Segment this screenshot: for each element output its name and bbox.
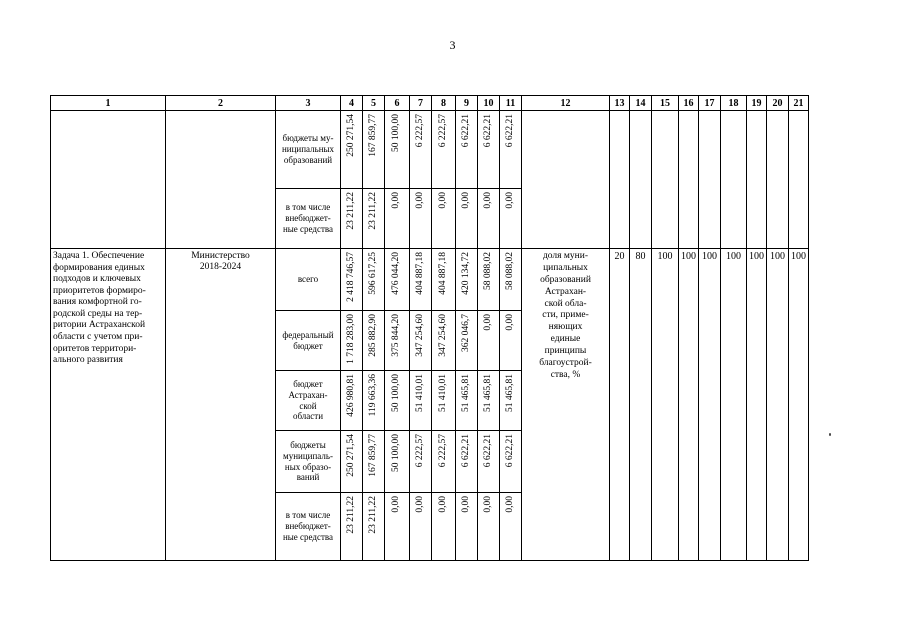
amount-cell <box>478 189 500 249</box>
indicator-text: доля муни- <box>542 251 589 261</box>
amount-value: 167 859,77 <box>367 114 378 157</box>
amount-value: 119 663,36 <box>367 374 378 417</box>
indicator-value-empty <box>767 111 789 249</box>
indicator-value-empty <box>721 111 747 249</box>
indicator-text: единые <box>550 334 581 345</box>
source-label: бюджеты му- <box>282 133 334 144</box>
source-label: внебюджет- <box>285 213 331 224</box>
amount-value: 0,00 <box>414 496 425 513</box>
column-number-header: 2 <box>166 96 276 111</box>
amount-value: 347 254,60 <box>414 314 425 357</box>
indicator-text: няющих <box>548 322 583 333</box>
amount-value: 426 980,81 <box>345 374 356 417</box>
source-label: ской <box>299 400 317 411</box>
column-number-header: 4 <box>341 96 363 111</box>
amount-cell <box>410 493 432 561</box>
amount-cell <box>341 493 363 561</box>
indicator-value-cell: 80 <box>630 249 652 561</box>
indicator-text: сти, приме- <box>542 310 589 321</box>
task-description: области с учетом при- <box>53 332 143 343</box>
amount-cell <box>500 431 522 493</box>
amount-cell <box>500 311 522 371</box>
amount-value: 420 134,72 <box>460 252 471 295</box>
indicator-text: ской обла- <box>544 298 587 309</box>
amount-cell <box>385 189 410 249</box>
funding-table <box>50 95 809 561</box>
amount-value: 23 211,22 <box>367 192 378 230</box>
task-description: формирования единых <box>53 262 145 273</box>
amount-cell <box>385 431 410 493</box>
amount-value: 23 211,22 <box>345 192 356 230</box>
amount-cell <box>363 111 385 189</box>
column-number-header: 18 <box>721 96 747 111</box>
indicator-text: ства, % <box>550 369 581 380</box>
amount-value: 0,00 <box>504 314 515 331</box>
amount-value: 50 100,00 <box>391 434 402 472</box>
amount-cell <box>478 371 500 431</box>
amount-value: 347 254,60 <box>437 314 448 357</box>
amount-cell <box>410 111 432 189</box>
indicator-value-empty <box>652 111 679 249</box>
amount-cell <box>500 371 522 431</box>
column-number-header: 3 <box>276 96 341 111</box>
amount-value: 404 887,18 <box>414 252 425 295</box>
amount-value: 250 271,54 <box>345 114 356 157</box>
amount-cell <box>432 249 456 311</box>
source-label: ваний <box>296 472 320 483</box>
page-number: 3 <box>449 38 456 52</box>
indicator-value-empty <box>610 111 630 249</box>
amount-cell <box>456 189 478 249</box>
amount-cell <box>410 189 432 249</box>
amount-value: 50 100,00 <box>391 374 402 412</box>
amount-cell <box>432 493 456 561</box>
amount-cell <box>432 111 456 189</box>
amount-value: 58 088,02 <box>482 252 493 290</box>
amount-cell <box>456 371 478 431</box>
amount-cell <box>478 311 500 371</box>
source-label: Астрахан- <box>288 389 328 400</box>
scan-speck <box>829 433 831 436</box>
column-number-header: 17 <box>699 96 721 111</box>
amount-cell <box>456 311 478 371</box>
indicator-value-cell: 100 <box>789 249 809 561</box>
amount-cell <box>341 371 363 431</box>
amount-value: 0,00 <box>504 496 515 513</box>
source-label: всего <box>297 274 319 285</box>
amount-cell <box>385 311 410 371</box>
source-label: ные средства <box>282 223 334 234</box>
task-description: подходов и ключевых <box>53 274 141 285</box>
amount-value: 6 222,57 <box>414 114 425 148</box>
task-cell-empty <box>51 111 166 249</box>
indicator-value-cell: 100 <box>699 249 721 561</box>
amount-value: 51 465,81 <box>460 374 471 412</box>
column-number-header: 20 <box>767 96 789 111</box>
amount-value: 0,00 <box>391 192 402 209</box>
source-label: в том числе <box>285 202 331 213</box>
responsible-text: Министерство <box>191 251 250 261</box>
amount-cell <box>410 371 432 431</box>
amount-cell <box>363 249 385 311</box>
amount-value: 0,00 <box>482 496 493 513</box>
task-description: оритетов территори- <box>53 343 137 354</box>
task-description: Задача 1. Обеспечение <box>53 251 145 261</box>
amount-value: 0,00 <box>460 496 471 513</box>
source-label: в том числе <box>285 510 331 521</box>
amount-cell <box>478 431 500 493</box>
amount-value: 404 887,18 <box>437 252 448 295</box>
column-number-header: 11 <box>500 96 522 111</box>
amount-cell <box>500 249 522 311</box>
source-label-cell <box>276 249 341 311</box>
column-number-header: 9 <box>456 96 478 111</box>
amount-cell <box>385 249 410 311</box>
amount-cell <box>478 249 500 311</box>
source-label: федеральный <box>282 329 334 340</box>
amount-cell <box>341 189 363 249</box>
task-description: родской среды на тер- <box>53 308 143 319</box>
amount-value: 0,00 <box>391 496 402 513</box>
source-label-cell <box>276 311 341 371</box>
amount-value: 0,00 <box>460 192 471 209</box>
amount-value: 6 622,21 <box>504 114 515 148</box>
source-label: бюджет <box>293 340 323 351</box>
column-number-header: 10 <box>478 96 500 111</box>
column-number-header: 16 <box>679 96 699 111</box>
amount-value: 51 410,01 <box>437 374 448 412</box>
column-number-header: 14 <box>630 96 652 111</box>
amount-value: 362 046,7 <box>460 314 471 352</box>
amount-value: 51 465,81 <box>504 374 515 412</box>
source-label: образований <box>283 154 333 165</box>
amount-value: 596 617,25 <box>367 252 378 295</box>
amount-cell <box>363 311 385 371</box>
amount-cell <box>341 431 363 493</box>
column-number-header: 19 <box>747 96 767 111</box>
amount-cell <box>363 431 385 493</box>
task-description-cell <box>51 249 166 561</box>
amount-value: 6 222,57 <box>437 114 448 148</box>
source-label-cell <box>276 493 341 561</box>
amount-value: 58 088,02 <box>504 252 515 290</box>
source-label-cell <box>276 189 341 249</box>
amount-value: 51 465,81 <box>482 374 493 412</box>
responsible-cell-empty <box>166 111 276 249</box>
indicator-value-cell: 100 <box>767 249 789 561</box>
amount-cell <box>385 371 410 431</box>
source-label-cell <box>276 371 341 431</box>
amount-cell <box>363 371 385 431</box>
amount-cell <box>478 493 500 561</box>
amount-value: 6 222,57 <box>437 434 448 468</box>
amount-value: 6 622,21 <box>460 114 471 148</box>
amount-value: 23 211,22 <box>367 496 378 534</box>
source-label: ниципальных <box>281 144 335 155</box>
source-label-cell <box>276 431 341 493</box>
amount-cell <box>500 189 522 249</box>
amount-value: 0,00 <box>482 314 493 331</box>
amount-value: 476 044,20 <box>391 252 402 295</box>
amount-value: 6 222,57 <box>414 434 425 468</box>
amount-value: 375 844,20 <box>391 314 402 357</box>
amount-cell <box>456 493 478 561</box>
amount-value: 51 410,01 <box>414 374 425 412</box>
indicator-value-cell: 100 <box>679 249 699 561</box>
indicator-text: Астрахан- <box>544 286 587 297</box>
indicator-value-empty <box>747 111 767 249</box>
source-label: бюджеты <box>290 439 326 450</box>
indicator-text: принципы <box>544 346 587 356</box>
amount-cell <box>410 249 432 311</box>
column-number-header: 21 <box>789 96 809 111</box>
amount-cell <box>500 493 522 561</box>
table-row <box>51 249 809 311</box>
amount-cell <box>385 493 410 561</box>
indicator-value-cell: 100 <box>721 249 747 561</box>
amount-value: 285 882,90 <box>367 314 378 357</box>
column-number-header: 7 <box>410 96 432 111</box>
amount-cell <box>500 111 522 189</box>
amount-value: 23 211,22 <box>345 496 356 534</box>
task-description: ального развития <box>53 355 123 366</box>
amount-cell <box>341 311 363 371</box>
source-label: внебюджет- <box>285 521 331 532</box>
amount-cell <box>432 311 456 371</box>
amount-cell <box>410 431 432 493</box>
amount-cell <box>363 189 385 249</box>
amount-value: 167 859,77 <box>367 434 378 477</box>
column-number-header: 12 <box>522 96 610 111</box>
task-description: ритории Астраханской <box>53 320 146 331</box>
indicator-text: образований <box>540 274 591 285</box>
responsible-text: 2018-2024 <box>199 262 242 273</box>
indicator-text: ципальных <box>543 262 588 273</box>
amount-cell <box>363 493 385 561</box>
indicator-value-empty <box>789 111 809 249</box>
amount-cell <box>456 431 478 493</box>
source-label: области <box>292 411 324 422</box>
amount-value: 6 622,21 <box>482 434 493 468</box>
indicator-text: благоустрой- <box>539 357 592 368</box>
amount-cell <box>432 371 456 431</box>
amount-value: 0,00 <box>437 496 448 513</box>
amount-cell <box>456 111 478 189</box>
amount-value: 6 622,21 <box>482 114 493 148</box>
column-number-header: 6 <box>385 96 410 111</box>
amount-cell <box>478 111 500 189</box>
indicator-value-empty <box>679 111 699 249</box>
source-label: ных образо- <box>284 461 332 472</box>
column-number-header: 8 <box>432 96 456 111</box>
indicator-value-empty <box>630 111 652 249</box>
table-row <box>51 111 809 189</box>
amount-cell <box>456 249 478 311</box>
source-label: ные средства <box>282 531 334 542</box>
amount-cell <box>432 189 456 249</box>
amount-value: 2 418 746,57 <box>345 252 356 302</box>
indicator-value-cell: 100 <box>747 249 767 561</box>
amount-value: 0,00 <box>482 192 493 209</box>
source-label-cell <box>276 111 341 189</box>
amount-value: 0,00 <box>414 192 425 209</box>
responsible-cell <box>166 249 276 561</box>
indicator-value-cell: 100 <box>652 249 679 561</box>
amount-cell <box>432 431 456 493</box>
column-number-header: 1 <box>51 96 166 111</box>
amount-value: 6 622,21 <box>504 434 515 468</box>
source-label: бюджет <box>293 378 323 389</box>
column-number-header: 5 <box>363 96 385 111</box>
source-label: муниципаль- <box>283 450 333 461</box>
task-description: вания комфортной го- <box>53 297 142 308</box>
indicator-value-empty <box>699 111 721 249</box>
amount-value: 50 100,00 <box>391 114 402 152</box>
indicator-cell-empty <box>522 111 610 249</box>
amount-value: 1 718 283,00 <box>345 314 356 364</box>
amount-cell <box>341 249 363 311</box>
amount-cell <box>341 111 363 189</box>
amount-value: 6 622,21 <box>460 434 471 468</box>
column-number-header: 13 <box>610 96 630 111</box>
amount-value: 250 271,54 <box>345 434 356 477</box>
amount-cell <box>410 311 432 371</box>
column-number-header: 15 <box>652 96 679 111</box>
header-row <box>51 96 809 111</box>
task-description: приоритетов формиро- <box>53 285 146 296</box>
amount-value: 0,00 <box>504 192 515 209</box>
amount-cell <box>385 111 410 189</box>
indicator-cell <box>522 249 610 561</box>
indicator-value-cell: 20 <box>610 249 630 561</box>
amount-value: 0,00 <box>437 192 448 209</box>
